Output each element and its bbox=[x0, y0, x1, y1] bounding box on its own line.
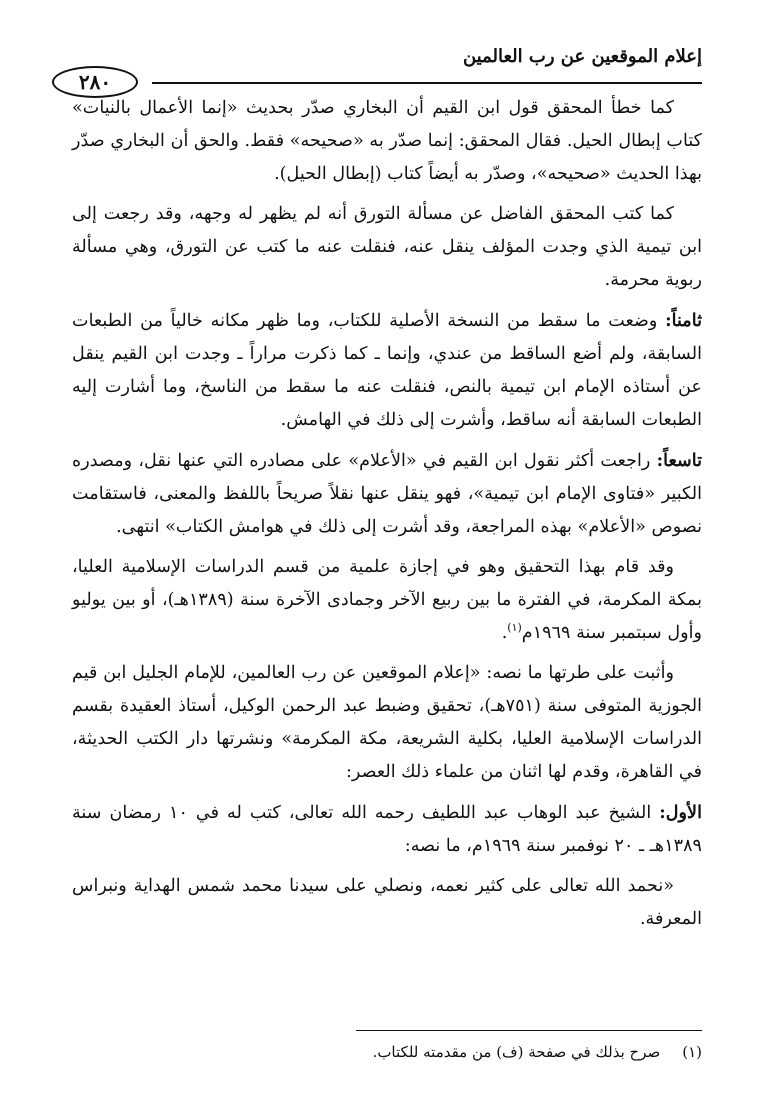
footnote bbox=[72, 1040, 702, 1064]
running-header bbox=[52, 40, 702, 94]
page-number: ٢٨٠ bbox=[52, 66, 138, 98]
header-title: إعلام الموقعين عن رب العالمين bbox=[462, 46, 702, 67]
paragraph-text: راجعت أكثر نقول ابن القيم في «الأعلام» على مصادره التي عنها نقل، ومصدره الكبير «فتاوى الإمام ابن تيمية»، فهو ينقل عنها نقلاً صريحاً باللفظ والمعنى، فاستقامت نصوص «الأعلام» بهذه المراجعة، وقد أشرت إلى ذلك في هوامش الكتاب» انتهى. bbox=[72, 451, 702, 537]
page-body bbox=[72, 92, 702, 943]
paragraph-text: وأثبت على طرتها ما نصه: «إعلام الموقعين عن رب العالمين، للإمام الجليل ابن قيم الجوزية المتوفى سنة (٧٥١هـ)، تحقيق وضبط عبد الرحمن الوكيل، أستاذ العقيدة بقسم الدراسات الإسلامية العليا، بكلية الشريعة، مكة المكرمة» ونشرتها دار الكتب الحديثة، في القاهرة، وقدم لها اثنان من علماء ذلك العصر: bbox=[72, 663, 702, 782]
paragraph-lead: ثامناً: bbox=[665, 310, 702, 331]
footnote-text: صرح بذلك في صفحة (ف) من مقدمته للكتاب. bbox=[372, 1043, 661, 1061]
footnote-marker[interactable]: (١) bbox=[507, 621, 522, 635]
paragraph-text: «نحمد الله تعالى على كثير نعمه، ونصلي على سيدنا محمد شمس الهداية ونبراس المعرفة. bbox=[72, 876, 702, 929]
header-rule bbox=[152, 82, 702, 84]
paragraph bbox=[72, 92, 702, 191]
paragraph-text: كما كتب المحقق الفاضل عن مسألة التورق أنه لم يظهر له وجهه، وقد رجعت إلى ابن تيمية الذي وجدت المؤلف ينقل عنه، فنقلت عنه ما كتب عن التورق، وهي مسألة ربوية محرمة. bbox=[72, 204, 702, 290]
paragraph-tail: . bbox=[501, 623, 508, 643]
paragraph bbox=[72, 551, 702, 650]
paragraph-text: وضعت ما سقط من النسخة الأصلية للكتاب، وما ظهر مكانه خالياً من الطبعات السابقة، ولم أضع الساقط من عندي، وإنما ـ كما ذكرت مراراً ـ وجدت ابن القيم ينقل عن أستاذه الإمام ابن تيمية بالنص، فنقلت عنه ما سقط من الناسخ، وما أشارت إليه الطبعات السابقة أنه ساقط، وأشرت إلى ذلك في الهامش. bbox=[72, 311, 702, 430]
paragraph bbox=[72, 304, 702, 437]
paragraph bbox=[72, 796, 702, 863]
paragraph-text: كما خطأ المحقق قول ابن القيم أن البخاري صدّر بحديث «إنما الأعمال بالنيات» كتاب إبطال الحيل. فقال المحقق: إنما صدّر به «صحيحه» فقط. والحق أن البخاري صدّر بهذا الحديث «صحيحه»، وصدّر به أيضاً كتاب (إبطال الحيل). bbox=[72, 98, 702, 184]
paragraph-text: الشيخ عبد الوهاب عبد اللطيف رحمه الله تعالى، كتب له في ١٠ رمضان سنة ١٣٨٩هـ ـ ٢٠ نوفمبر سنة ١٩٦٩م، ما نصه: bbox=[72, 803, 702, 856]
paragraph-text: وقد قام بهذا التحقيق وهو في إجازة علمية من قسم الدراسات الإسلامية العليا، بمكة المكرمة، في الفترة ما بين ربيع الآخر وجمادى الآخرة سنة (١٣٨٩هـ)، أو بين يوليو وأول سبتمبر سنة ١٩٦٩م bbox=[72, 557, 702, 643]
paragraph bbox=[72, 657, 702, 789]
paragraph-lead: الأول: bbox=[659, 802, 702, 823]
paragraph bbox=[72, 198, 702, 297]
paragraph bbox=[72, 444, 702, 544]
footnote-rule bbox=[356, 1030, 702, 1031]
footnote-number: (١) bbox=[682, 1043, 702, 1061]
paragraph bbox=[72, 870, 702, 936]
paragraph-lead: تاسعاً: bbox=[656, 450, 702, 471]
